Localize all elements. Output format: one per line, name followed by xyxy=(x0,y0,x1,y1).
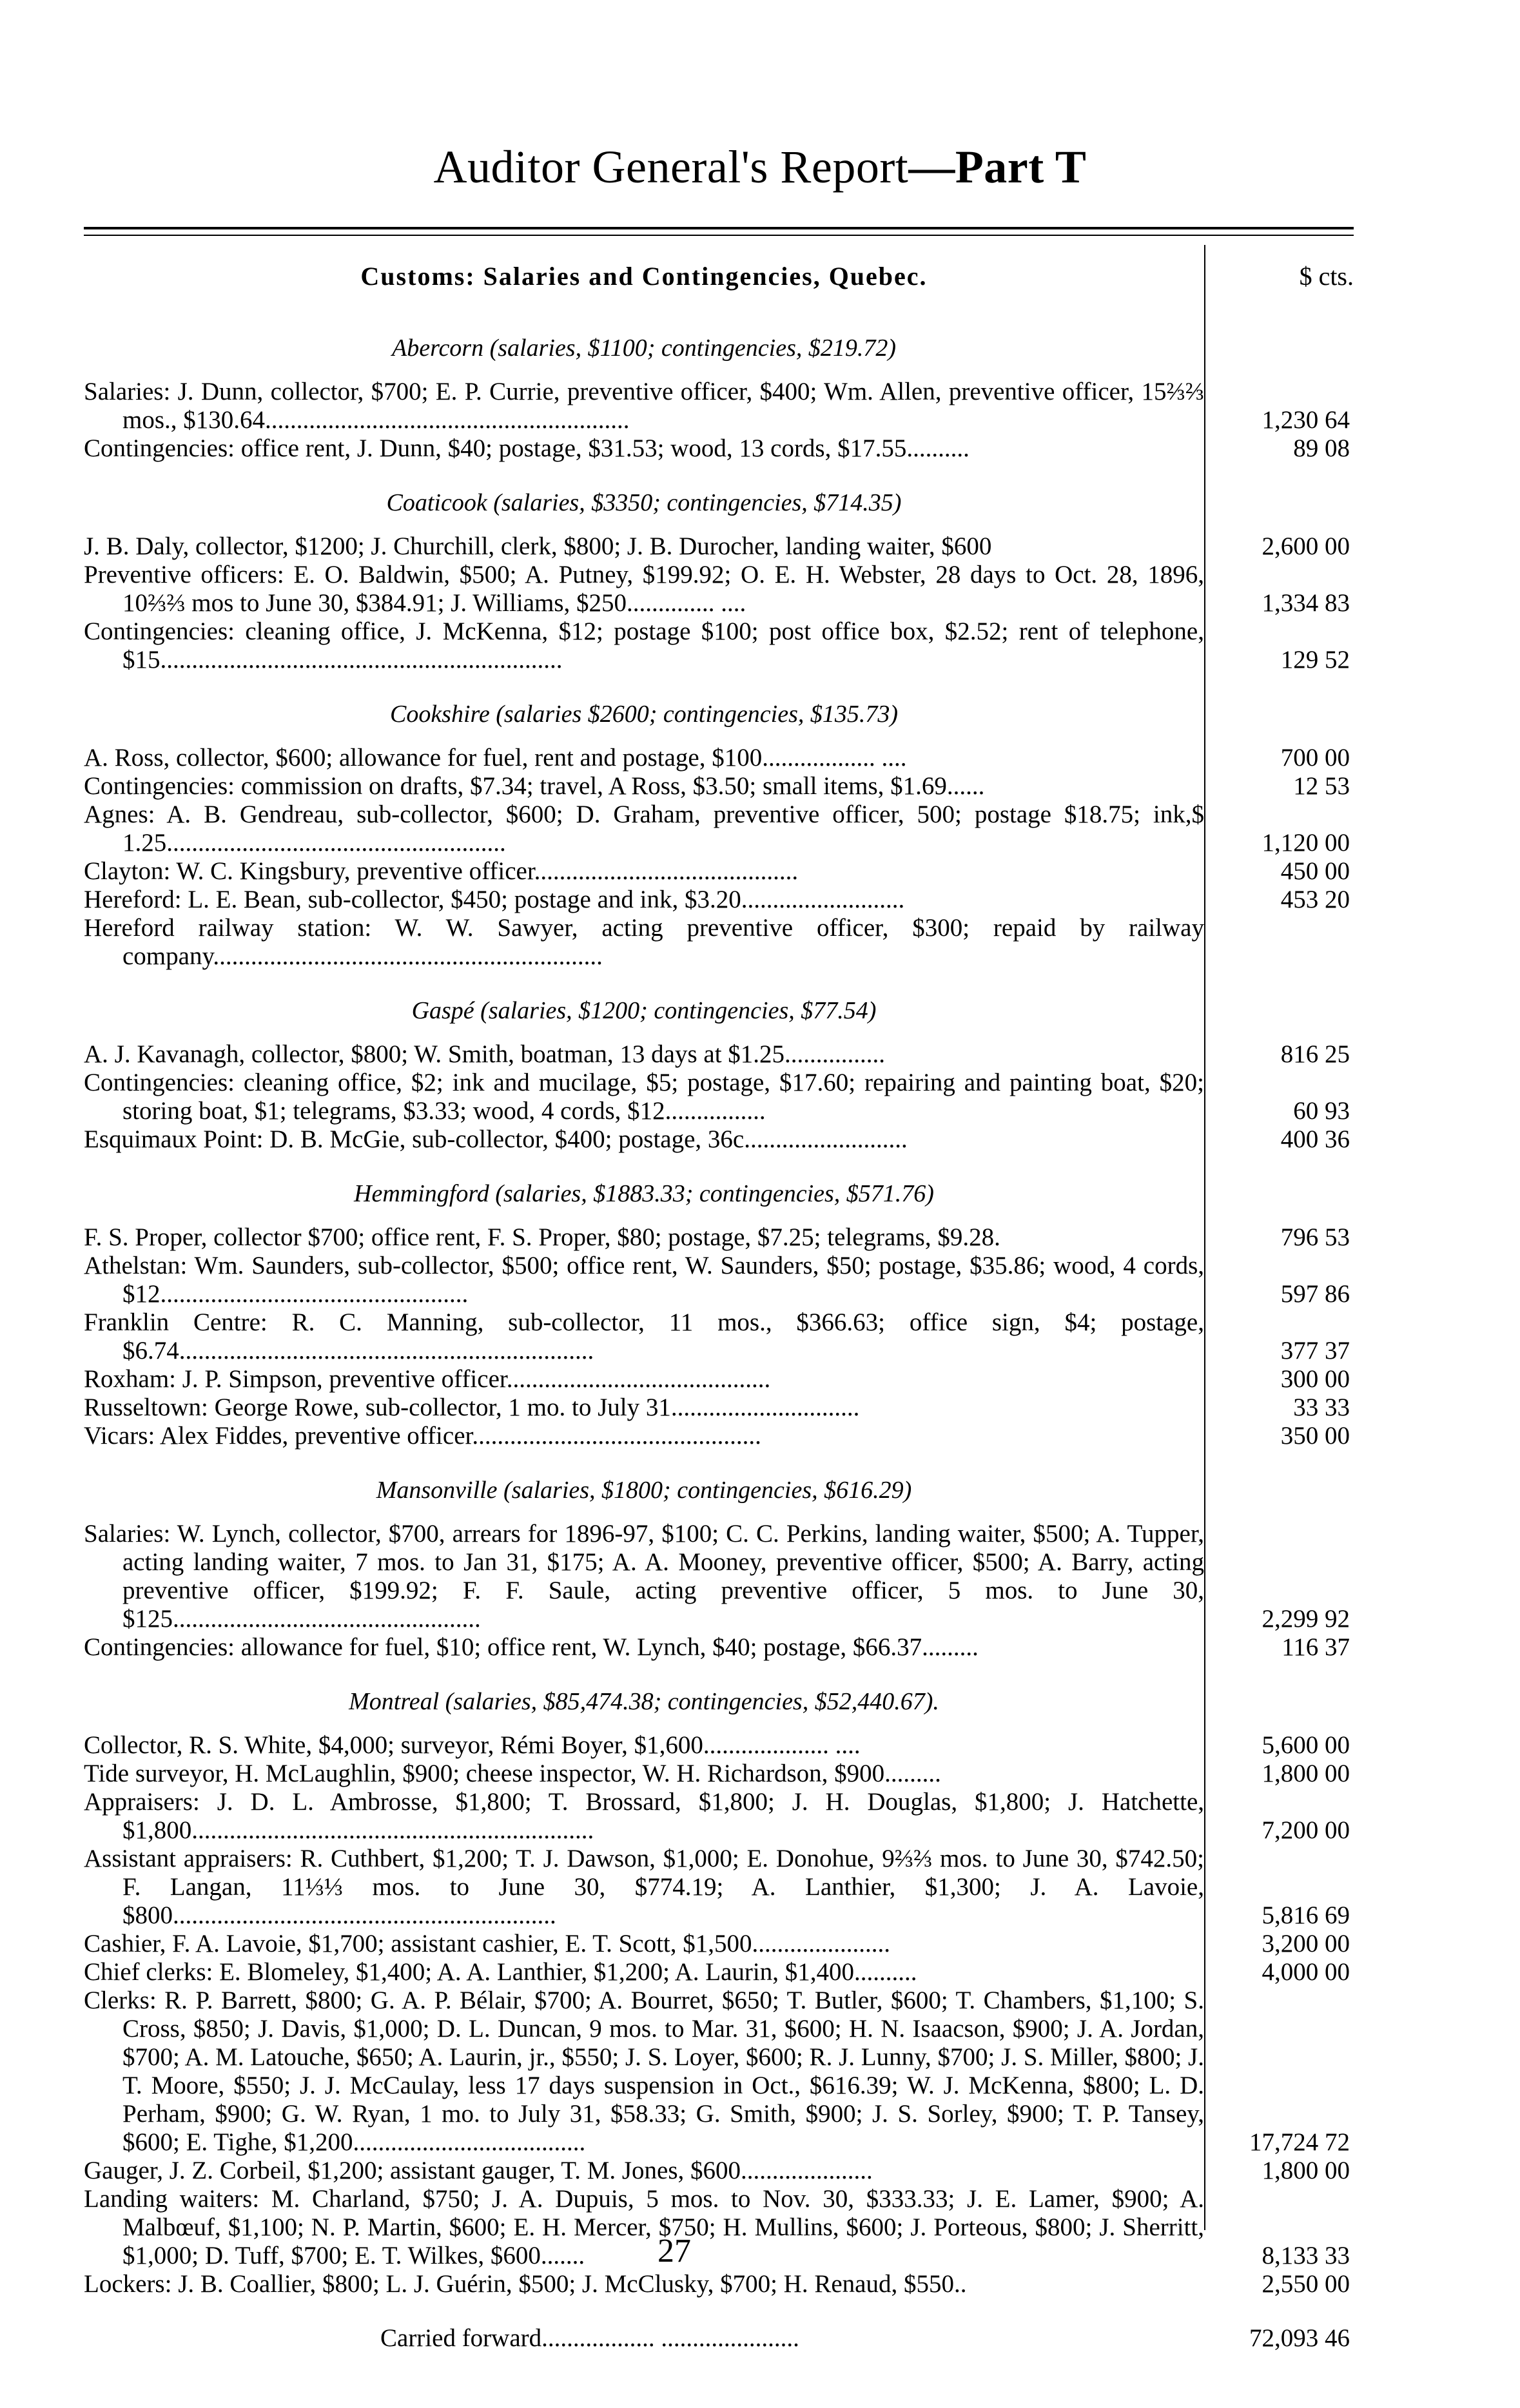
ledger-entry xyxy=(84,1845,1354,1930)
entry-text: Contingencies: cleaning office, J. McKenna, $12; postage $100; post office box, $2.52; rent of telephone, $15................................................................ xyxy=(84,617,1204,674)
entry-text: J. B. Daly, collector, $1200; J. Churchill, clerk, $800; J. B. Durocher, landing waiter, $600 xyxy=(84,532,992,560)
entry-text: Chief clerks: E. Blomeley, $1,400; A. A. Lanthier, $1,200; A. Laurin, $1,400.......... xyxy=(84,1958,917,1986)
ledger-entry xyxy=(84,434,1354,463)
entry-text: Appraisers: J. D. L. Ambrosse, $1,800; T. Brossard, $1,800; J. H. Douglas, $1,800; J. Hatchette, $1,800................................................................ xyxy=(84,1788,1204,1844)
report-title: Auditor General's Report xyxy=(433,141,909,193)
ledger-entry xyxy=(84,1365,1354,1393)
entry-amount: 453 20 xyxy=(1280,886,1350,913)
entry-text: Assistant appraisers: R. Cuthbert, $1,200; T. J. Dawson, $1,000; E. Donohue, 9⅔⅔ mos. to June 30, $742.50; F. Langan, 11⅓⅓ mos. to June 30, $774.19; A. Lanthier, $1,300; J. A. Lavoie, $800............................................................. xyxy=(84,1845,1204,1929)
ledger-entry xyxy=(84,886,1354,914)
entry-amount: 1,120 00 xyxy=(1262,829,1350,857)
entry-text: Franklin Centre: R. C. Manning, sub-collector, 11 mos., $366.63; office sign, $4; postage, $6.74.................................................................. xyxy=(84,1308,1204,1364)
entry-amount: 5,600 00 xyxy=(1262,1731,1350,1759)
entry-amount: 8,133 33 xyxy=(1262,2242,1350,2269)
entry-amount: 5,816 69 xyxy=(1262,1901,1350,1929)
entry-amount: 1,230 64 xyxy=(1262,406,1350,434)
entry-amount: 116 37 xyxy=(1281,1633,1350,1661)
entry-amount: 12 53 xyxy=(1293,772,1350,800)
entry-amount: 1,800 00 xyxy=(1262,1760,1350,1787)
entry-text: Collector, R. S. White, $4,000; surveyor, Rémi Boyer, $1,600.................... .... xyxy=(84,1731,861,1759)
ledger-entry xyxy=(84,772,1354,801)
entry-text: A. Ross, collector, $600; allowance for fuel, rent and postage, $100.................. .... xyxy=(84,744,907,772)
ledger-content xyxy=(84,308,1354,2353)
ledger-entry xyxy=(84,532,1354,561)
ledger-entry xyxy=(84,1958,1354,1986)
entry-text: Contingencies: commission on drafts, $7.34; travel, A Ross, $3.50; small items, $1.69...... xyxy=(84,772,985,800)
entry-amount: 3,200 00 xyxy=(1262,1930,1350,1957)
entry-text: F. S. Proper, collector $700; office rent, F. S. Proper, $80; postage, $7.25; telegrams, $9.28. xyxy=(84,1223,1000,1251)
entry-text: Contingencies: allowance for fuel, $10; office rent, W. Lynch, $40; postage, $66.37......... xyxy=(84,1633,979,1661)
entry-amount: 816 25 xyxy=(1280,1040,1350,1068)
ledger-entry xyxy=(84,1252,1354,1308)
entry-amount: 2,600 00 xyxy=(1262,532,1350,560)
entry-text: Preventive officers: E. O. Baldwin, $500; A. Putney, $199.92; O. E. H. Webster, 28 days to Oct. 28, 1896, 10⅔⅔ mos to June 30, $384.91; J. Williams, $250.............. .... xyxy=(84,561,1204,617)
entry-text: Tide surveyor, H. McLaughlin, $900; cheese inspector, W. H. Richardson, $900......... xyxy=(84,1760,941,1787)
ledger-entry xyxy=(84,1986,1354,2157)
port-heading: Hemmingford (salaries, $1883.33; contingencies, $571.76) xyxy=(354,1180,934,1207)
section-title: Customs: Salaries and Contingencies, Quebec. xyxy=(360,262,928,291)
entry-text: Agnes: A. B. Gendreau, sub-collector, $600; D. Graham, preventive officer, 500; postage $18.75; ink,$ 1.25...................................................... xyxy=(84,801,1204,857)
ledger-entry xyxy=(84,1930,1354,1958)
entry-text: Clayton: W. C. Kingsbury, preventive officer.......................................... xyxy=(84,857,799,885)
entry-text: Salaries: J. Dunn, collector, $700; E. P. Currie, preventive officer, $400; Wm. Allen, preventive officer, 15⅔⅔ mos., $130.64.......................................................... xyxy=(84,378,1204,434)
ledger-entry xyxy=(84,801,1354,857)
ledger-entry xyxy=(84,2157,1354,2185)
ledger-entry xyxy=(84,1731,1354,1760)
port-heading: Abercorn (salaries, $1100; contingencies, $219.72) xyxy=(391,335,897,362)
ledger-entry xyxy=(84,1520,1354,1633)
entry-text: Hereford: L. E. Bean, sub-collector, $450; postage and ink, $3.20.......................... xyxy=(84,886,905,913)
entry-text: Vicars: Alex Fiddes, preventive officer.............................................. xyxy=(84,1422,761,1450)
carried-forward-amount: 72,093 46 xyxy=(1249,2324,1350,2352)
entry-amount: 2,299 92 xyxy=(1262,1605,1350,1633)
entry-amount: 350 00 xyxy=(1280,1422,1350,1450)
entry-text: Clerks: R. P. Barrett, $800; G. A. P. Bélair, $700; A. Bourret, $650; T. Butler, $600; T. Chambers, $1,100; S. Cross, $850; J. Davis, $1,000; D. L. Duncan, 9 mos. to Mar. 31, $600; H. N. Isaacson, $900; J. A. Jordan, $700; A. M. Latouche, $650; A. Laurin, jr., $550; J. S. Loyer, $600; R. J. Lunny, $700; J. S. Miller, $800; J. T. Moore, $550; J. J. McCaulay, less 17 days suspension in Oct., $616.39; W. J. McKenna, $800; L. D. Perham, $900; G. W. Ryan, 1 mo. to July 31, $58.33; G. Smith, $900; J. S. Sorley, $900; T. P. Tansey, $600; E. Tighe, $1,200..................................... xyxy=(84,1986,1204,2156)
entry-text: Salaries: W. Lynch, collector, $700, arrears for 1896-97, $100; C. C. Perkins, landing waiter, $500; A. Tupper, acting landing waiter, 7 mos. to Jan 31, $175; A. A. Mooney, preventive officer, $500; A. Barry, acting preventive officer, $199.92; F. F. Saule, acting preventive officer, 5 mos. to June 30, $125................................................. xyxy=(84,1520,1204,1633)
entry-amount: 597 86 xyxy=(1280,1280,1350,1308)
ledger-entry xyxy=(84,744,1354,772)
ledger-entry xyxy=(84,1760,1354,1788)
entry-text: Hereford railway station: W. W. Sawyer, acting preventive officer, $300; repaid by railway company.............................................................. xyxy=(84,914,1204,970)
entry-text: Landing waiters: M. Charland, $750; J. A. Dupuis, 5 mos. to Nov. 30, $333.33; J. E. Lamer, $900; A. Malbœuf, $1,100; N. P. Martin, $600; E. H. Mercer, $750; H. Mullins, $600; J. Porteous, $800; J. Sherritt, $1,000; D. Tuff, $700; E. T. Wilkes, $600....... xyxy=(84,2185,1204,2269)
entry-text: Lockers: J. B. Coallier, $800; L. J. Guérin, $500; J. McClusky, $700; H. Renaud, $550.. xyxy=(84,2270,967,2298)
page-number: 27 xyxy=(658,2233,691,2269)
entry-text: Cashier, F. A. Lavoie, $1,700; assistant cashier, E. T. Scott, $1,500...................... xyxy=(84,1930,891,1957)
report-part: —Part T xyxy=(908,141,1087,193)
ledger-entry xyxy=(84,2270,1354,2298)
ledger-entry xyxy=(84,1069,1354,1125)
entry-amount: 400 36 xyxy=(1280,1125,1350,1153)
entry-amount: 4,000 00 xyxy=(1262,1958,1350,1986)
entry-amount: 300 00 xyxy=(1280,1365,1350,1393)
amount-column-header: $ cts. xyxy=(1299,262,1354,291)
ledger-entry xyxy=(84,1788,1354,1845)
ledger-entry xyxy=(84,1393,1354,1422)
port-heading: Cookshire (salaries $2600; contingencies, $135.73) xyxy=(389,701,899,728)
ledger-entry xyxy=(84,1223,1354,1252)
header-rule xyxy=(84,227,1354,229)
entry-text: Gauger, J. Z. Corbeil, $1,200; assistant gauger, T. M. Jones, $600..................... xyxy=(84,2157,873,2184)
entry-text: Russeltown: George Rowe, sub-collector, 1 mo. to July 31.............................. xyxy=(84,1393,860,1421)
entry-amount: 796 53 xyxy=(1280,1223,1350,1251)
entry-amount: 60 93 xyxy=(1293,1097,1350,1125)
entry-amount: 89 08 xyxy=(1293,434,1350,462)
ledger-entry xyxy=(84,1308,1354,1365)
ledger-entry xyxy=(84,1422,1354,1450)
ledger-entry xyxy=(84,1040,1354,1069)
ledger-entry xyxy=(84,561,1354,617)
entry-text: Contingencies: office rent, J. Dunn, $40; postage, $31.53; wood, 13 cords, $17.55.......... xyxy=(84,434,969,462)
ledger-entry xyxy=(84,914,1354,971)
carried-forward-row xyxy=(84,2324,1354,2353)
entry-amount: 2,550 00 xyxy=(1262,2270,1350,2298)
ledger-entry xyxy=(84,857,1354,886)
entry-text: A. J. Kavanagh, collector, $800; W. Smith, boatman, 13 days at $1.25................ xyxy=(84,1040,886,1068)
ledger-entry xyxy=(84,1633,1354,1662)
entry-text: Esquimaux Point: D. B. McGie, sub-collector, $400; postage, 36c.......................... xyxy=(84,1125,908,1153)
entry-amount: 129 52 xyxy=(1280,646,1350,674)
carried-forward-label: Carried forward.................. ...................... xyxy=(380,2324,799,2352)
header-rule-thin xyxy=(84,235,1354,236)
port-heading: Gaspé (salaries, $1200; contingencies, $77.54) xyxy=(411,997,877,1024)
ledger-entry xyxy=(84,1125,1354,1154)
ledger-entry xyxy=(84,378,1354,434)
entry-amount: 7,200 00 xyxy=(1262,1816,1350,1844)
entry-amount: 33 33 xyxy=(1293,1393,1350,1421)
entry-text: Roxham: J. P. Simpson, preventive officer.......................................... xyxy=(84,1365,771,1393)
port-heading: Montreal (salaries, $85,474.38; contingencies, $52,440.67). xyxy=(349,1688,939,1715)
entry-amount: 450 00 xyxy=(1280,857,1350,885)
running-head xyxy=(0,141,1520,194)
entry-amount: 377 37 xyxy=(1280,1337,1350,1364)
entry-text: Athelstan: Wm. Saunders, sub-collector, $500; office rent, W. Saunders, $50; postage, $35.86; wood, 4 cords, $12................................................. xyxy=(84,1252,1204,1308)
entry-amount: 1,334 83 xyxy=(1262,589,1350,617)
port-heading: Mansonville (salaries, $1800; contingencies, $616.29) xyxy=(376,1477,912,1504)
ledger-entry xyxy=(84,2185,1354,2270)
entry-amount: 1,800 00 xyxy=(1262,2157,1350,2184)
entry-amount: 17,724 72 xyxy=(1249,2128,1350,2156)
ledger-entry xyxy=(84,617,1354,674)
entry-text: Contingencies: cleaning office, $2; ink and mucilage, $5; postage, $17.60; repairing and painting boat, $20; storing boat, $1; telegrams, $3.33; wood, 4 cords, $12................ xyxy=(84,1069,1204,1125)
port-heading: Coaticook (salaries, $3350; contingencies, $714.35) xyxy=(386,489,902,516)
entry-amount: 700 00 xyxy=(1280,744,1350,772)
